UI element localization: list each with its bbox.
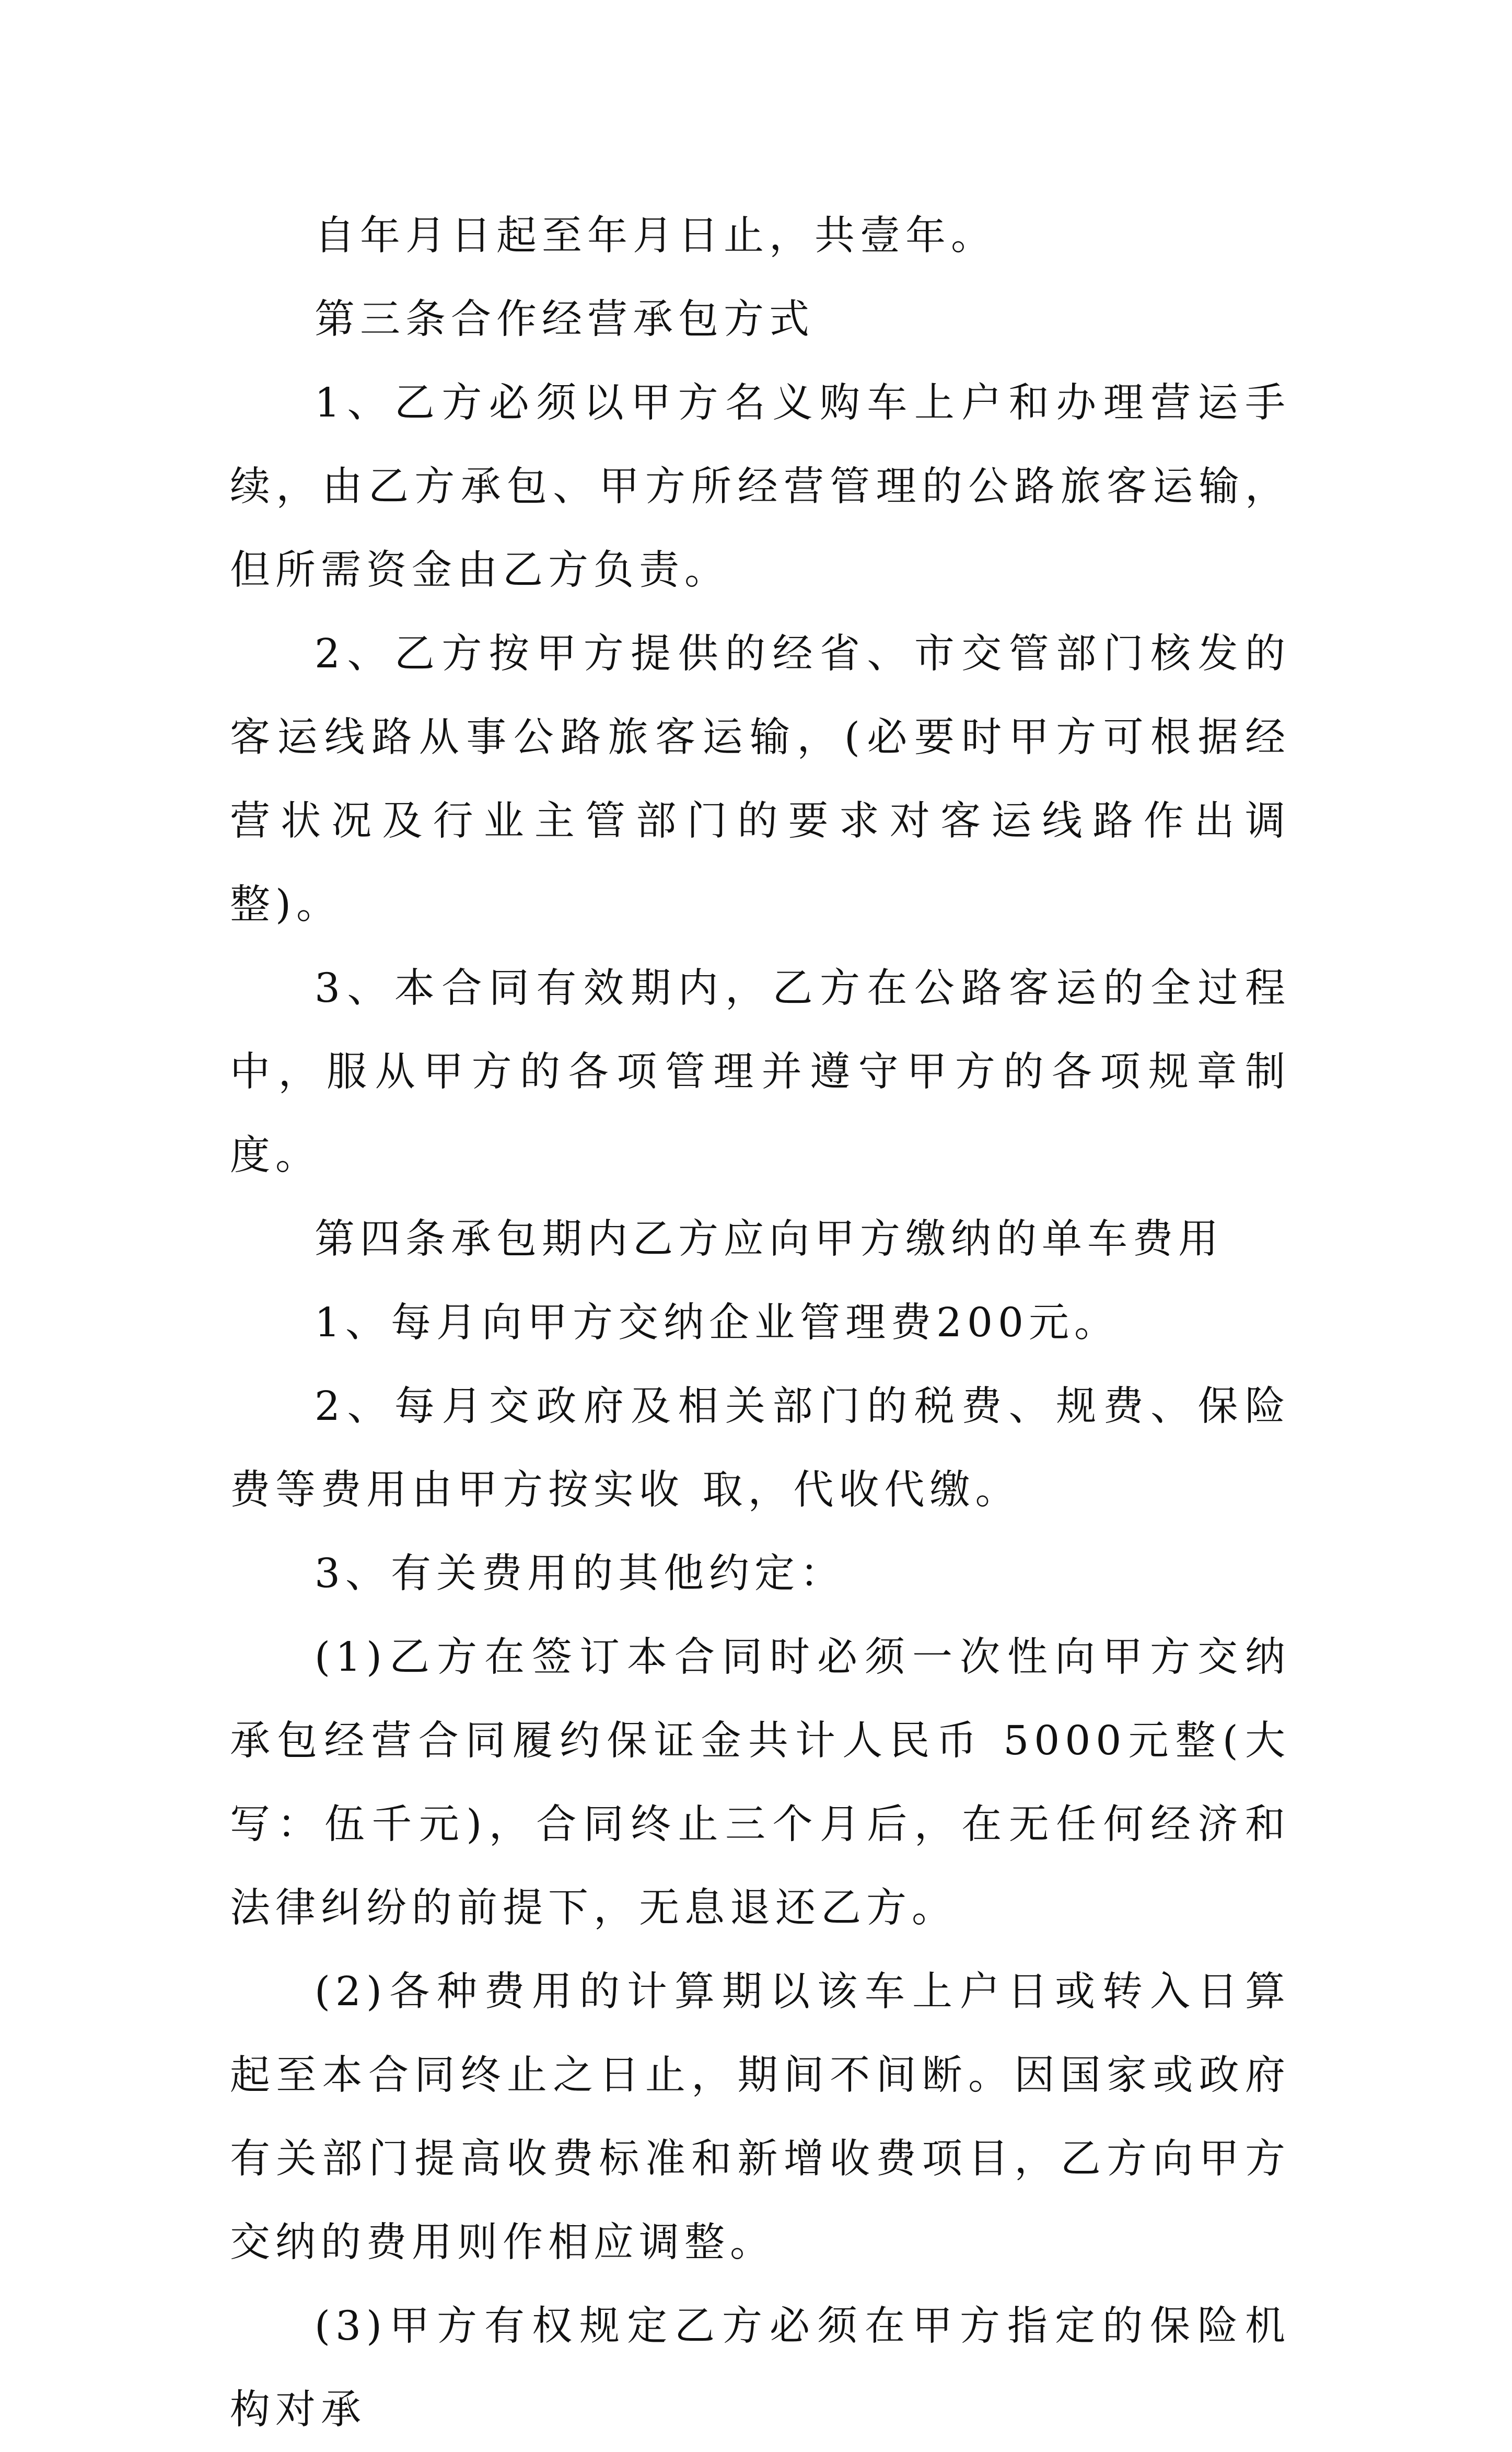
document-body	[230, 194, 1290, 2452]
paragraph-subitem-3: (3)甲方有权规定乙方必须在甲方指定的保险机构对承	[230, 2303, 1290, 2433]
paragraph-article-3-item-3: 3、本合同有效期内，乙方在公路客运的全过程中，服从甲方的各项管理并遵守甲方的各项规章制度。	[230, 965, 1290, 1179]
paragraph-subitem-1: (1)乙方在签订本合同时必须一次性向甲方交纳承包经营合同履约保证金共计人民币 5000元整(大写：伍千元)，合同终止三个月后，在无任何经济和法律纠纷的前提下，无息退还乙方。	[230, 1634, 1290, 1931]
paragraph-article-4-item-2: 2、每月交政府及相关部门的税费、规费、保险费等费用由甲方按实收 取，代收代缴。	[230, 1383, 1290, 1513]
paragraph-article-3-item-1: 1、乙方必须以甲方名义购车上户和办理营运手续，由乙方承包、甲方所经营管理的公路旅客运输，但所需资金由乙方负责。	[230, 380, 1290, 594]
heading-article-4: 第四条承包期内乙方应向甲方缴纳的单车费用	[315, 1216, 1224, 1263]
paragraph-term-period: 自年月日起至年月日止，共壹年。	[315, 213, 996, 259]
paragraph-subitem-2: (2)各种费用的计算期以该车上户日或转入日算起至本合同终止之日止，期间不间断。因国家或政府有关部门提高收费标准和新增收费项目，乙方向甲方交纳的费用则作相应调整。	[230, 1969, 1290, 2266]
paragraph-article-3-item-2: 2、乙方按甲方提供的经省、市交管部门核发的客运线路从事公路旅客运输，(必要时甲方可根据经营状况及行业主管部门的要求对客运线路作出调整)。	[230, 631, 1290, 928]
paragraph-article-4-item-1: 1、每月向甲方交纳企业管理费200元。	[315, 1300, 1120, 1346]
heading-article-3: 第三条合作经营承包方式	[315, 296, 815, 343]
paragraph-article-4-item-3: 3、有关费用的其他约定：	[315, 1551, 845, 1597]
